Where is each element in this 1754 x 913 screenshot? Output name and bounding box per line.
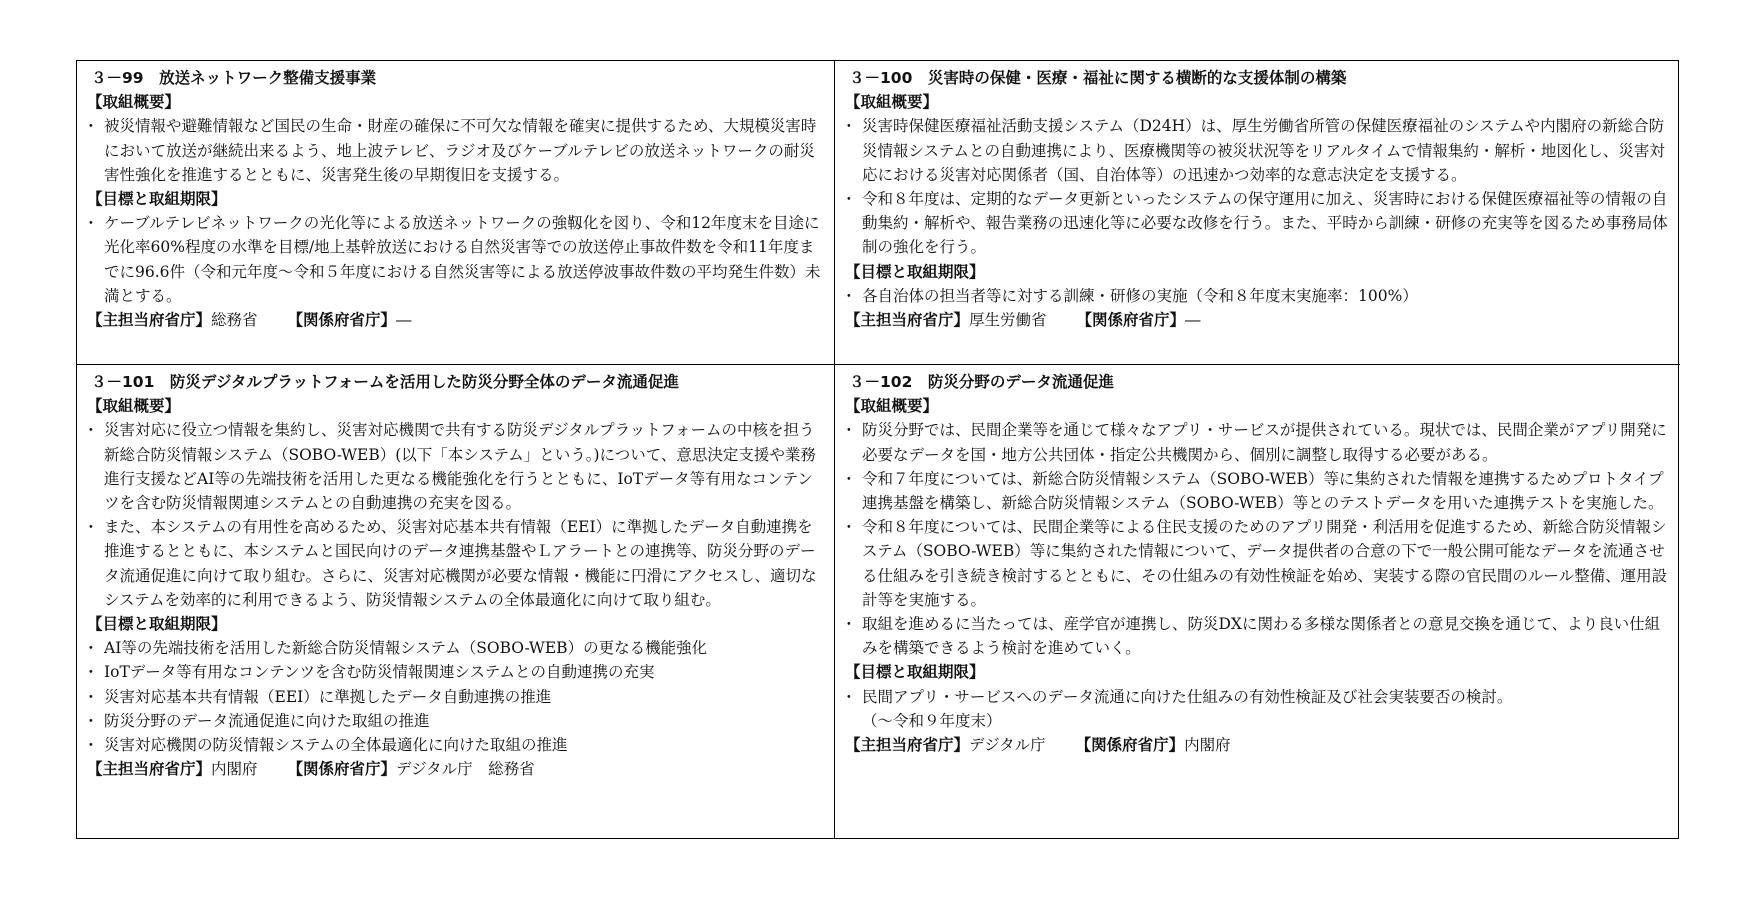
overview-bullet: ･ 災害対応に役立つ情報を集約し、災害対応機関で共有する防災デジタルプラットフォームの中核を担う新総合防災情報システム（SOBO-WEB）(以下「本システム」という。)について、意思決定支援や業務進行支援などAI等の先端技術を活用した更なる機能強化を行うとともに、IoTデータ等有用なコンテンツを含む防災情報関連システムとの自動連携の充実を図る。 [87,418,824,515]
overview-heading: 【取組概要】 [87,93,181,112]
overview-heading: 【取組概要】 [87,397,181,416]
item-title: ３－100 災害時の保健・医療・福祉に関する横断的な支援体制の構築 [849,69,1347,87]
main-ministry-value: デジタル庁 [969,736,1046,755]
bullet-dot: ･ [845,469,853,488]
ministry-line [87,757,824,781]
bullet-dot: ･ [845,687,853,706]
bullet-dot: ･ [845,190,853,209]
bullet-dot: ･ [87,421,95,440]
related-ministry-label: 【関係府省庁】 [1076,311,1186,330]
goal-bullet: ･ 災害対応基本共有情報（EEI）に準拠したデータ自動連携の推進 [87,685,824,709]
related-ministry-label: 【関係府省庁】 [287,311,397,330]
bullet-dot: ･ [845,518,853,537]
bullet-dot: ･ [87,639,95,658]
item-3-100 [835,61,1680,365]
item-3-101 [77,365,835,838]
overview-bullet: ･ 災害時保健医療福祉活動支援システム（D24H）は、厚生労働省所管の保健医療福祉のシステムや内閣府の新総合防災情報システムとの自動連携により、医療機関等の被災状況等をリアルタイムで情報集約・解析・地図化し、災害対応における災害対応関係者（国、自治体等）の迅速かつ効率的な意志決定を支援する。 [845,114,1670,187]
item-title: ３－99 放送ネットワーク整備支援事業 [91,69,377,87]
goal-bullet: ･ 民間アプリ・サービスへのデータ流通に向けた仕組みの有効性検証及び社会実装要否の検討。 [845,685,1670,709]
bullet-dot: ･ [845,117,853,136]
ministry-line [87,308,824,332]
goal-bullet: ･ ケーブルテレビネットワークの光化等による放送ネットワークの強靱化を図り、令和12年度末を目途に光化率60%程度の水準を目標/地上基幹放送における自然災害等での放送停止事故件数を令和11年度までに96.6件（令和元年度～令和５年度における自然災害等による放送停波事故件数の平均発生件数）未満とする。 [87,211,824,308]
related-ministry-value: 内閣府 [1184,736,1231,755]
bullet-dot: ･ [87,711,95,730]
main-ministry-value: 内閣府 [211,760,258,779]
main-ministry-label: 【主担当府省庁】 [845,736,970,755]
goal-bullet: ･ AI等の先端技術を活用した新総合防災情報システム（SOBO-WEB）の更なる機能強化 [87,636,824,660]
goal-heading: 【目標と取組期限】 [845,663,985,682]
related-ministry-value: デジタル庁 総務省 [396,760,535,779]
goal-bullet: ･ 災害対応機関の防災情報システムの全体最適化に向けた取組の推進 [87,733,824,757]
main-ministry-label: 【主担当府省庁】 [87,311,212,330]
item-title: ３－102 防災分野のデータ流通促進 [849,373,1114,391]
overview-bullet: ･ 取組を進めるに当たっては、産学官が連携し、防災DXに関わる多様な関係者との意見交換を通じて、より良い仕組みを構築できるよう検討を進めていく。 [845,612,1670,660]
related-ministry-label: 【関係府省庁】 [1075,736,1185,755]
overview-bullet: ･ 令和７年度については、新総合防災情報システム（SOBO-WEB）等に集約された情報を連携するためプロトタイプ連携基盤を構築し、新総合防災情報システム（SOBO-WEB）等とのテストデータを用いた連携テストを実施した。 [845,467,1670,515]
goal-deadline: （～令和９年度末） [862,711,1002,730]
overview-bullet: ･ 令和８年度については、民間企業等による住民支援のためのアプリ開発・利活用を促進するため、新総合防災情報システム（SOBO-WEB）等に集約された情報について、データ提供者の合意の下で一般公開可能なデータを流通させる仕組みを引き続き検討するとともに、その仕組みの有効性検証を始め、実装する際の官民間のルール整備、運用設計等を実施する。 [845,515,1670,612]
item-title: ３－101 防災デジタルプラットフォームを活用した防災分野全体のデータ流通促進 [91,373,679,391]
overview-bullet: ･ 令和８年度は、定期的なデータ更新といったシステムの保守運用に加え、災害時における保健医療福祉等の情報の自動集約・解析や、報告業務の迅速化等に必要な改修を行う。また、平時から訓練・研修の充実等を図るため事務局体制の強化を行う。 [845,187,1670,260]
main-ministry-value: 総務省 [211,311,258,330]
bullet-dot: ･ [845,286,853,305]
main-ministry-label: 【主担当府省庁】 [87,760,212,779]
item-3-99 [77,61,835,365]
overview-bullet: ･ 被災情報や避難情報など国民の生命・財産の確保に不可欠な情報を確実に提供するため、大規模災害時において放送が継続出来るよう、地上波テレビ、ラジオ及びケーブルテレビの放送ネットワークの耐災害性強化を推進するとともに、災害発生後の早期復旧を支援する。 [87,114,824,187]
document-table [76,60,1679,839]
overview-bullet: ･ また、本システムの有用性を高めるため、災害対応基本共有情報（EEI）に準拠したデータ自動連携を推進するとともに、本システムと国民向けのデータ連携基盤やＬアラートとの連携等、防災分野のデータ流通促進に向けて取り組む。さらに、災害対応機関が必要な情報・機能に円滑にアクセスし、適切なシステムを効率的に利用できるよう、防災情報システムの全体最適化に向けて取り組む。 [87,515,824,612]
goal-heading: 【目標と取組期限】 [87,190,227,209]
related-ministry-label: 【関係府省庁】 [287,760,397,779]
related-ministry-value: ― [1185,311,1201,330]
bullet-dot: ･ [87,687,95,706]
bullet-dot: ･ [845,615,853,634]
ministry-line [845,733,1670,757]
related-ministry-value: ― [396,311,412,330]
goal-bullet: ･ 防災分野のデータ流通促進に向けた取組の推進 [87,709,824,733]
goal-heading: 【目標と取組期限】 [87,615,227,634]
overview-bullet: ･ 防災分野では、民間企業等を通じて様々なアプリ・サービスが提供されている。現状では、民間企業がアプリ開発に必要なデータを国・地方公共団体・指定公共機関から、個別に調整し取得する必要がある。 [845,418,1670,466]
bullet-dot: ･ [87,663,95,682]
goal-bullet: ･ 各自治体の担当者等に対する訓練・研修の実施（令和８年度末実施率：100%） [845,284,1670,308]
overview-heading: 【取組概要】 [845,397,939,416]
bullet-dot: ･ [87,518,95,537]
bullet-dot: ･ [87,736,95,755]
main-ministry-value: 厚生労働省 [969,311,1047,330]
main-ministry-label: 【主担当府省庁】 [845,311,970,330]
goal-heading: 【目標と取組期限】 [845,262,985,281]
goal-bullet: ･ IoTデータ等有用なコンテンツを含む防災情報関連システムとの自動連携の充実 [87,660,824,684]
ministry-line [845,308,1670,332]
bullet-dot: ･ [87,117,95,136]
bullet-dot: ･ [845,421,853,440]
overview-heading: 【取組概要】 [845,93,939,112]
bullet-dot: ･ [87,214,95,233]
item-3-102 [835,365,1680,838]
